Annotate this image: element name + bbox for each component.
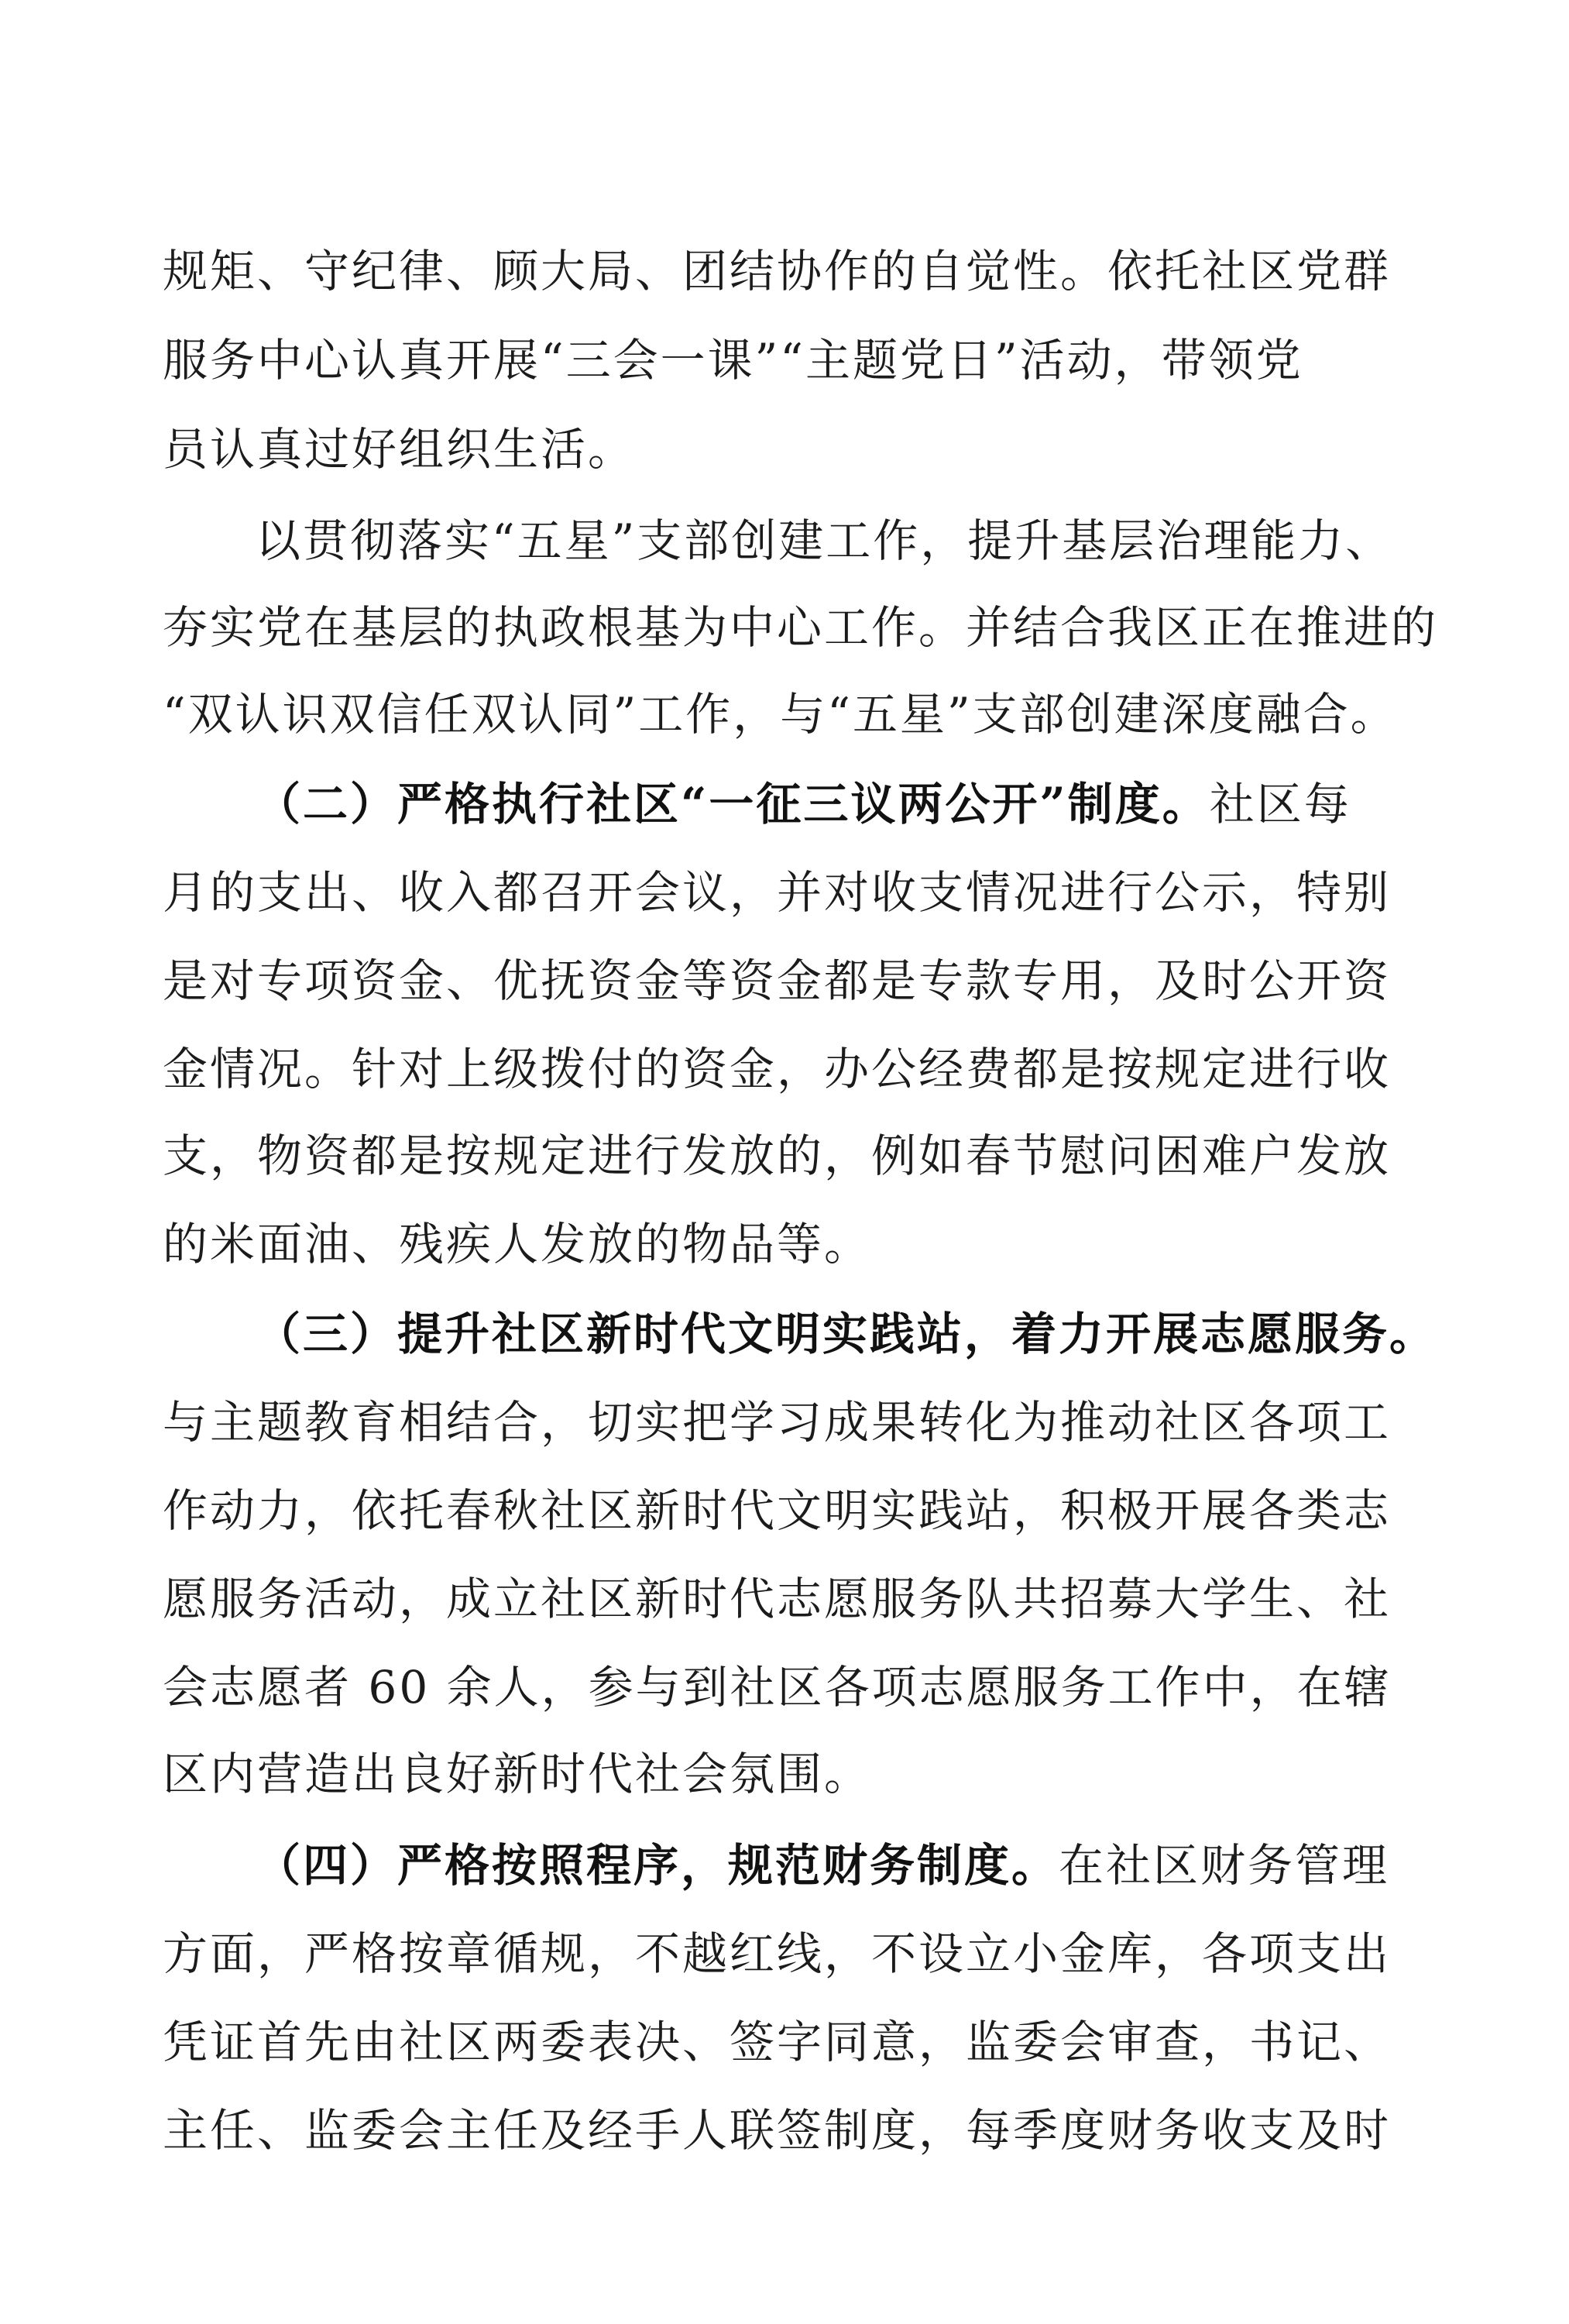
paragraph-line: 会志愿者 60 余人，参与到社区各项志愿服务工作中，在辖 [163, 1661, 1392, 1714]
paragraph-line: 与主题教育相结合，切实把学习成果转化为推动社区各项工 [163, 1396, 1392, 1449]
paragraph-line: 夯实党在基层的执政根基为中心工作。并结合我区正在推进的 [163, 601, 1439, 654]
section-heading: （二）严格执行社区“一征三议两公开”制度。 [256, 778, 1210, 830]
paragraph-line: 作动力，依托春秋社区新时代文明实践站，积极开展各类志 [163, 1484, 1392, 1537]
paragraph-line: 服务中心认真开展“三会一课”“主题党日”活动，带领党 [163, 334, 1303, 387]
paragraph-line: 凭证首先由社区两委表决、签字同意，监委会审查，书记、 [163, 2016, 1392, 2068]
paragraph-line: 规矩、守纪律、顾大局、团结协作的自觉性。依托社区党群 [163, 245, 1392, 297]
section-heading: （三）提升社区新时代文明实践站，着力开展志愿服务。 [256, 1308, 1437, 1360]
paragraph-line: 愿服务活动，成立社区新时代志愿服务队共招募大学生、社 [163, 1573, 1392, 1625]
paragraph-line [256, 1834, 1402, 1896]
paragraph-text: 社区每 [1209, 778, 1351, 830]
paragraph-line: 以贯彻落实“五星”支部创建工作，提升基层治理能力、 [256, 514, 1393, 567]
paragraph-line: 月的支出、收入都召开会议，并对收支情况进行公示，特别 [163, 866, 1392, 919]
paragraph-line: 支，物资都是按规定进行发放的，例如春节慰问困难户发放 [163, 1129, 1392, 1182]
paragraph-line: 的米面油、残疾人发放的物品等。 [163, 1218, 872, 1270]
paragraph-line: 主任、监委会主任及经手人联签制度，每季度财务收支及时 [163, 2104, 1392, 2157]
paragraph-line: “双认识双信任双认同”工作，与“五星”支部创建深度融合。 [163, 688, 1398, 741]
paragraph-line: 是对专项资金、优抚资金等资金都是专款专用，及时公开资 [163, 954, 1392, 1007]
section-heading: （四）严格按照程序，规范财务制度。 [256, 1839, 1059, 1892]
paragraph-line: 员认真过好组织生活。 [163, 423, 636, 476]
paragraph-line: 金情况。针对上级拨付的资金，办公经费都是按规定进行收 [163, 1043, 1392, 1095]
paragraph-text: 在社区财务管理 [1059, 1839, 1390, 1892]
paragraph-line: 方面，严格按章循规，不越红线，不设立小金库，各项支出 [163, 1927, 1392, 1980]
paragraph-line: 区内营造出良好新时代社会氛围。 [163, 1748, 872, 1800]
paragraph-line [256, 773, 1402, 835]
